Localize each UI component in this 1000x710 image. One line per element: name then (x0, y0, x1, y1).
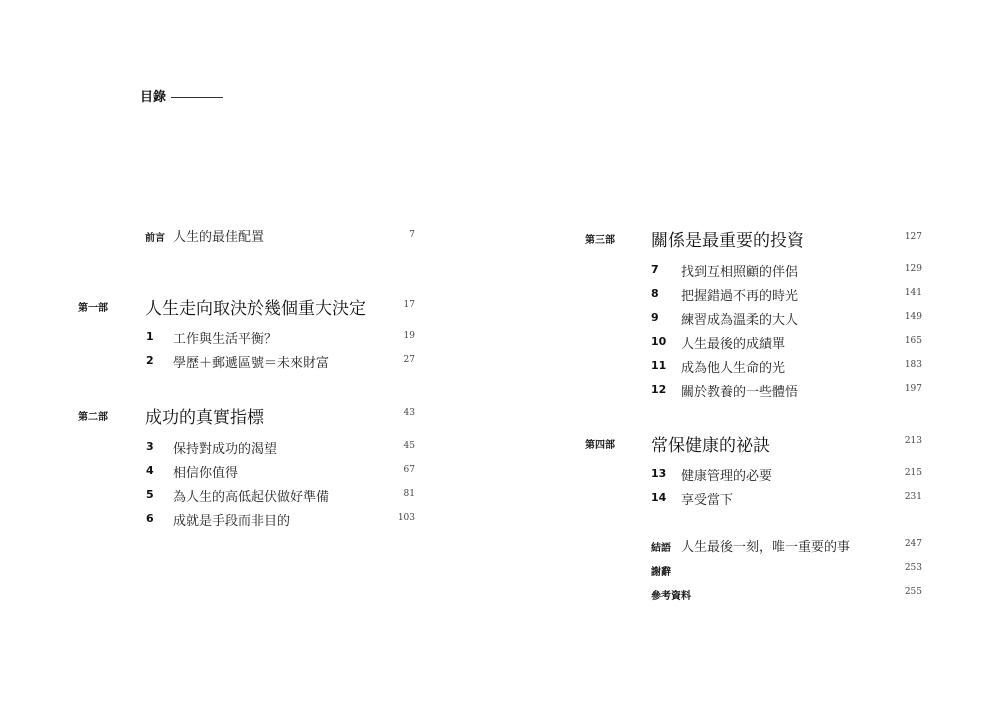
part1-label: 第一部 (78, 303, 108, 314)
part3-label: 第三部 (585, 235, 615, 246)
toc-heading: 目錄 (140, 90, 167, 105)
chapter-title: 工作與生活平衡？ (173, 332, 278, 347)
chapter-num: 10 (651, 335, 667, 348)
chapter-page: 67 (403, 465, 415, 475)
acknowledgements-label: 謝辭 (651, 567, 671, 578)
part3-title: 關係是最重要的投資 (651, 231, 804, 251)
chapter-num: 5 (146, 488, 154, 501)
chapter-title: 相信你值得 (173, 466, 239, 481)
references-page: 255 (904, 587, 922, 597)
acknowledgements-page: 253 (904, 563, 922, 573)
chapter-page: 183 (904, 360, 922, 370)
chapter-num: 11 (651, 359, 667, 372)
conclusion-page: 247 (904, 539, 922, 549)
chapter-num: 3 (146, 440, 154, 453)
chapter-page: 141 (904, 288, 922, 298)
chapter-page: 231 (904, 492, 922, 502)
toc-heading-rule (171, 97, 223, 98)
chapter-page: 215 (904, 468, 922, 478)
chapter-num: 4 (146, 464, 154, 477)
chapter-page: 197 (904, 384, 922, 394)
chapter-page: 27 (403, 355, 415, 365)
chapter-num: 7 (651, 263, 659, 276)
chapter-page: 129 (904, 264, 922, 274)
chapter-num: 1 (146, 330, 154, 343)
chapter-num: 12 (651, 383, 667, 396)
chapter-num: 2 (146, 354, 154, 367)
preface-title: 人生的最佳配置 (173, 230, 265, 245)
chapter-num: 13 (651, 467, 667, 480)
part1-page: 17 (403, 300, 415, 310)
chapter-page: 45 (403, 441, 415, 451)
chapter-title: 關於教養的一些體悟 (681, 385, 799, 400)
chapter-page: 19 (403, 331, 415, 341)
chapter-title: 學歷＋郵遞區號＝未來財富 (173, 356, 330, 371)
part4-label: 第四部 (585, 440, 615, 451)
chapter-title: 找到互相照顧的伴侶 (681, 265, 799, 280)
part2-label: 第二部 (78, 412, 108, 423)
chapter-num: 6 (146, 512, 154, 525)
chapter-title: 成就是手段而非目的 (173, 514, 291, 529)
part3-page: 127 (904, 232, 922, 242)
part4-title: 常保健康的祕訣 (651, 436, 770, 456)
preface-page: 7 (409, 230, 415, 240)
chapter-num: 9 (651, 311, 659, 324)
part1-title: 人生走向取決於幾個重大決定 (145, 299, 366, 319)
conclusion-title: 人生最後一刻，唯一重要的事 (681, 540, 851, 555)
chapter-title: 為人生的高低起伏做好準備 (173, 490, 330, 505)
part2-page: 43 (403, 408, 415, 418)
references-label: 參考資料 (651, 591, 691, 602)
chapter-page: 165 (904, 336, 922, 346)
chapter-title: 享受當下 (681, 493, 734, 508)
chapter-title: 成為他人生命的光 (681, 361, 786, 376)
chapter-num: 8 (651, 287, 659, 300)
chapter-title: 人生最後的成績單 (681, 337, 786, 352)
chapter-title: 保持對成功的渴望 (173, 442, 278, 457)
chapter-title: 練習成為溫柔的大人 (681, 313, 799, 328)
chapter-page: 81 (403, 489, 415, 499)
part4-page: 213 (904, 436, 922, 446)
chapter-title: 健康管理的必要 (681, 469, 773, 484)
part2-title: 成功的真實指標 (145, 408, 264, 428)
conclusion-label: 結語 (651, 543, 671, 554)
chapter-page: 149 (904, 312, 922, 322)
chapter-page: 103 (397, 513, 415, 523)
chapter-title: 把握錯過不再的時光 (681, 289, 799, 304)
preface-label: 前言 (145, 233, 165, 244)
chapter-num: 14 (651, 491, 667, 504)
